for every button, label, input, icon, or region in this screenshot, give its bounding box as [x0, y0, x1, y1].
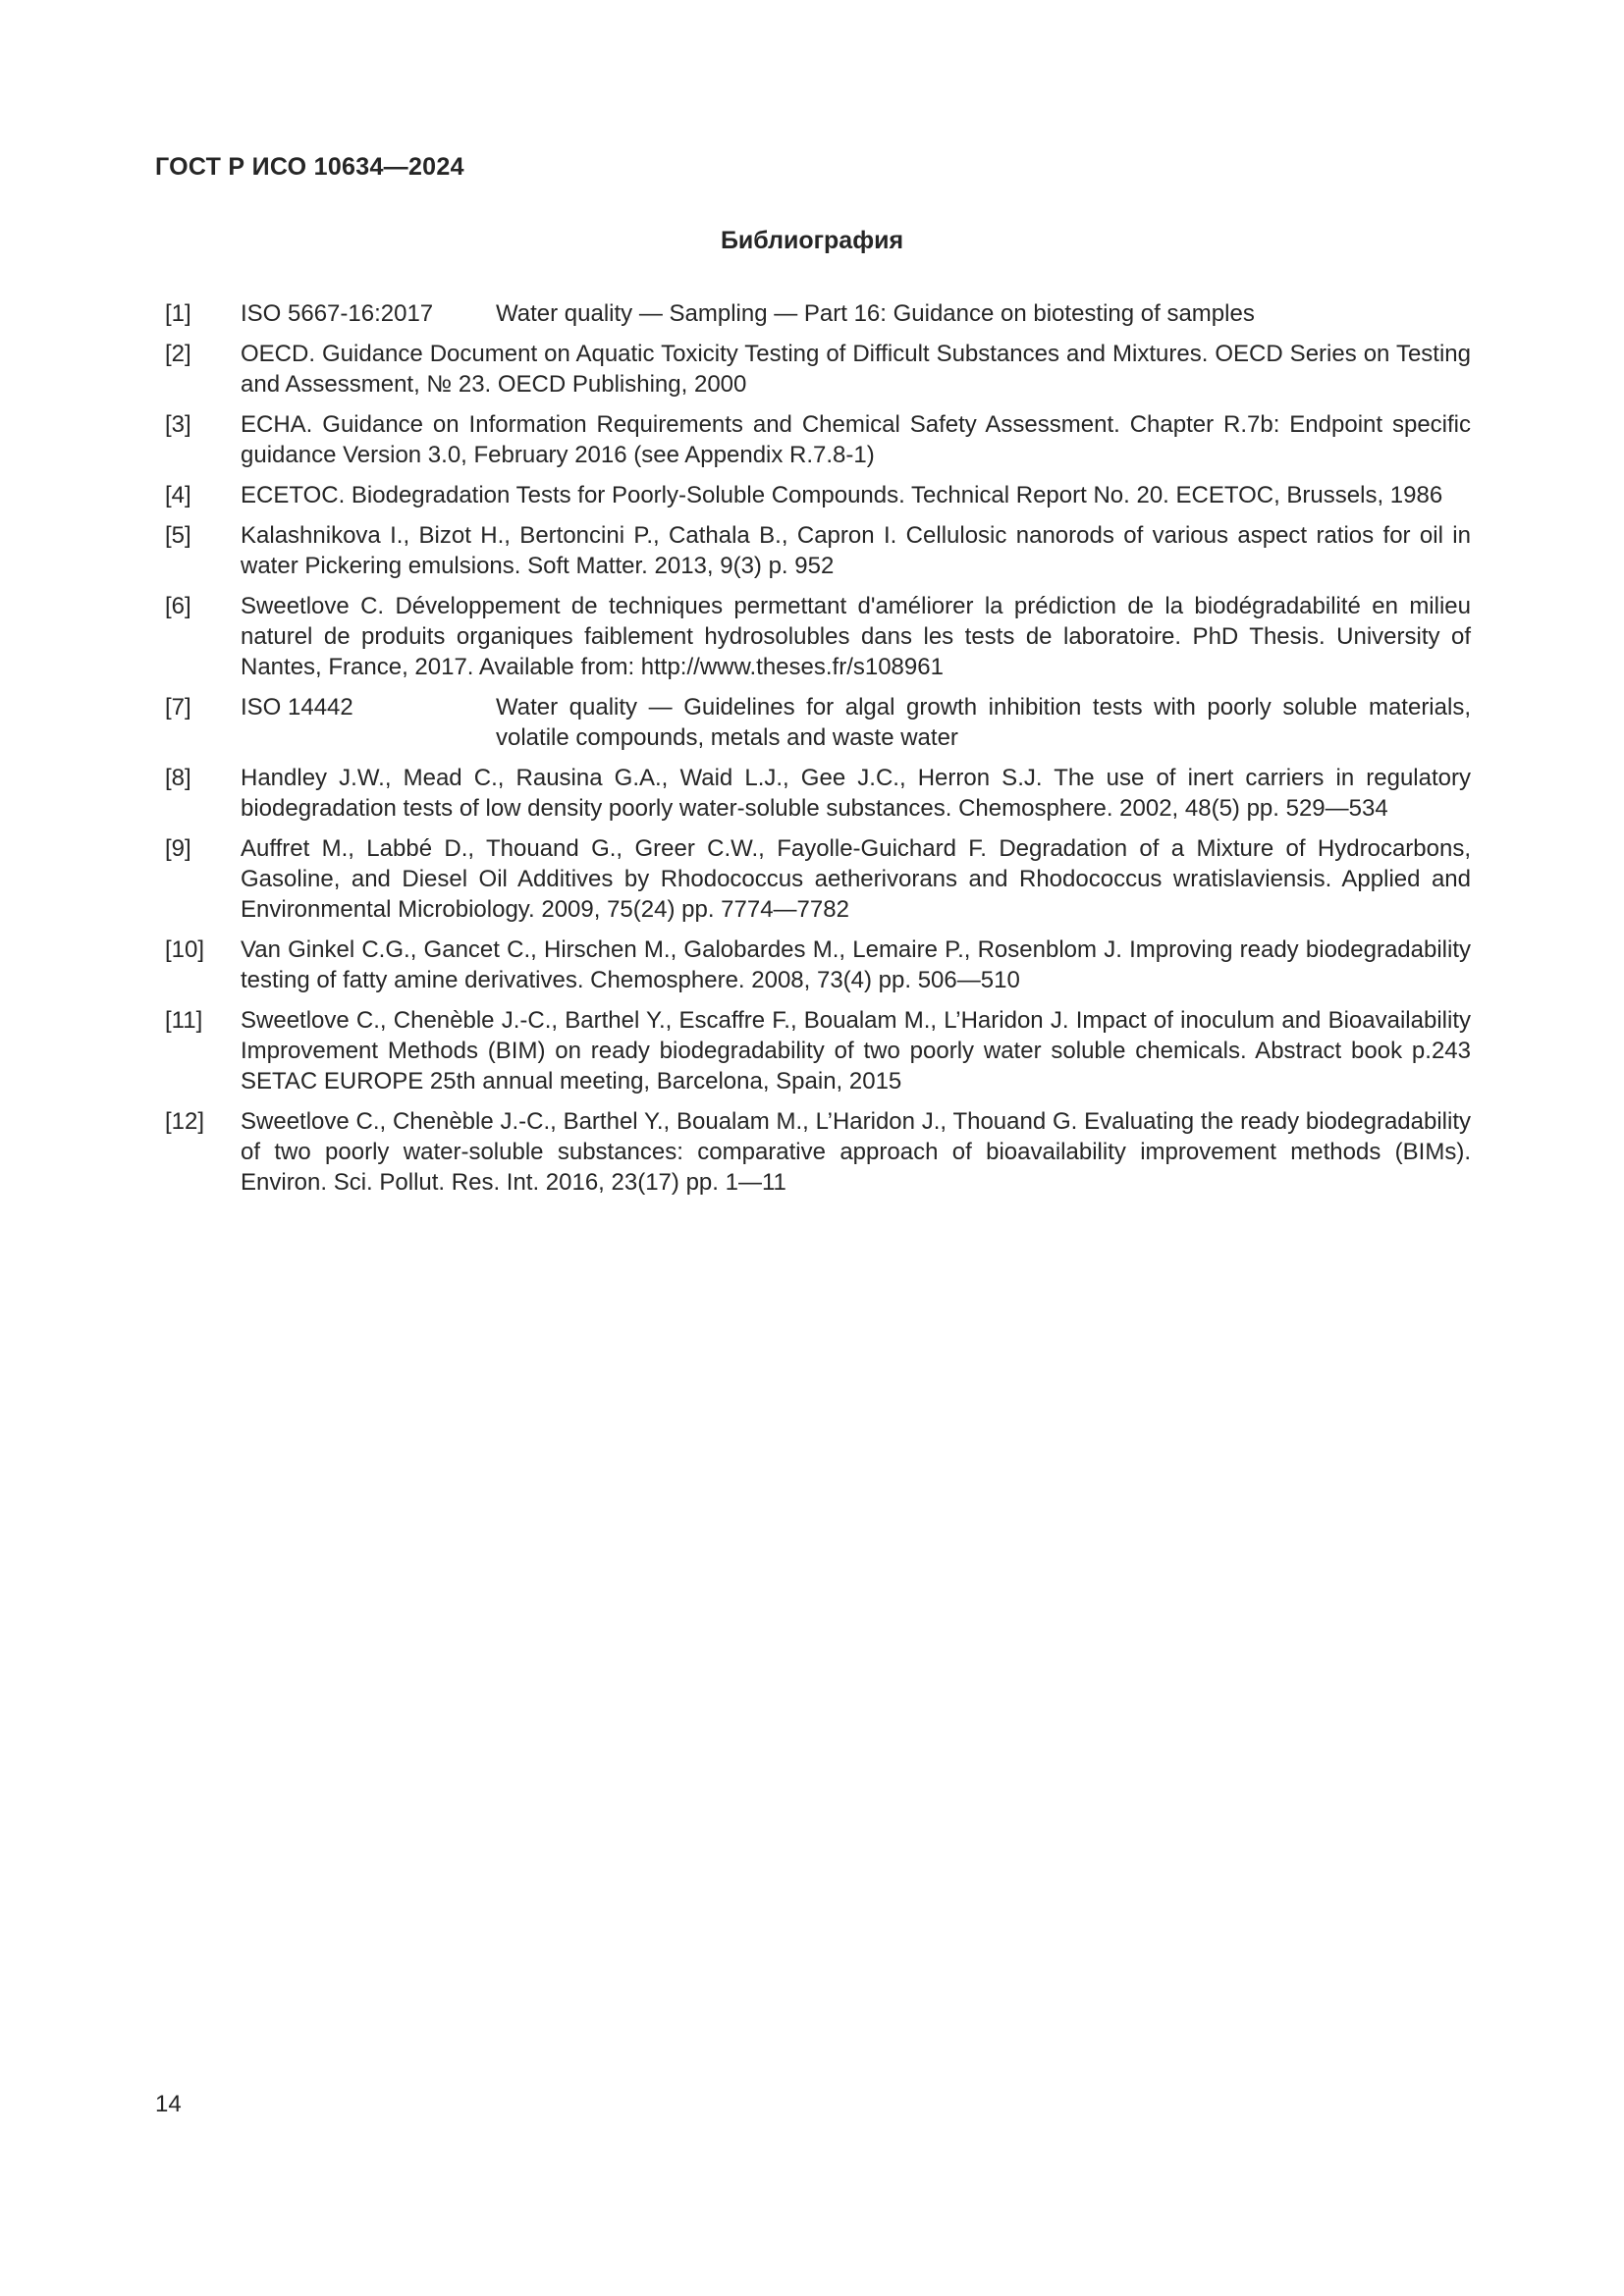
entry-text: ECHA. Guidance on Information Requirements and Chemical Safety Assessment. Chapter R.7b: Endpoint specific guidance Version 3.0, February 2016 (see Appendix R.7.8-1) — [241, 411, 1471, 468]
entry-number: [8] — [165, 765, 191, 791]
bibliography-entry — [165, 339, 1471, 400]
standard-code: ISO 14442 — [241, 694, 353, 721]
entry-number: [12] — [165, 1108, 205, 1135]
entry-number: [5] — [165, 522, 191, 549]
bibliography-entry — [165, 1106, 1471, 1198]
bibliography-list — [165, 298, 1471, 1207]
bibliography-entry — [165, 480, 1471, 510]
entry-text: Handley J.W., Mead C., Rausina G.A., Waid L.J., Gee J.C., Herron S.J. The use of inert carriers in regulatory biodegradation tests of low density poorly water-soluble substances. Chemosphere. 2002, 48(5) pp. 529—534 — [241, 765, 1471, 822]
standard-title: Water quality — Sampling — Part 16: Guidance on biotesting of samples — [496, 300, 1255, 327]
entry-number: [2] — [165, 341, 191, 367]
bibliography-entry — [165, 692, 1471, 753]
entry-text: Kalashnikova I., Bizot H., Bertoncini P., Cathala B., Capron I. Cellulosic nanorods of various aspect ratios for oil in water Pickering emulsions. Soft Matter. 2013, 9(3) p. 952 — [241, 522, 1471, 579]
entry-number: [6] — [165, 593, 191, 619]
entry-text: OECD. Guidance Document on Aquatic Toxicity Testing of Difficult Substances and Mixtures. OECD Series on Testing and Assessment, № 23. OECD Publishing, 2000 — [241, 341, 1471, 398]
document-id-header: ГОСТ Р ИСО 10634—2024 — [155, 153, 464, 181]
entry-number: [11] — [165, 1007, 203, 1034]
bibliography-entry — [165, 409, 1471, 470]
bibliography-entry — [165, 1005, 1471, 1096]
bibliography-entry — [165, 833, 1471, 925]
entry-text: Sweetlove C. Développement de techniques permettant d'améliorer la prédiction de la biodégradabilité en milieu naturel de produits organiques faiblement hydrosolubles dans les tests de laboratoire. PhD Thesis. University of Nantes, France, 2017. Available from: http://www.theses.fr/s108961 — [241, 593, 1471, 680]
entry-number: [7] — [165, 694, 191, 721]
entry-number: [4] — [165, 482, 191, 508]
entry-text: Auffret M., Labbé D., Thouand G., Greer C.W., Fayolle-Guichard F. Degradation of a Mixture of Hydrocarbons, Gasoline, and Diesel Oil Additives by Rhodococcus aetherivorans and Rhodococcus wratislaviensis. Applied and Environmental Microbiology. 2009, 75(24) pp. 7774—7782 — [241, 835, 1471, 923]
standard-code: ISO 5667-16:2017 — [241, 300, 434, 327]
entry-text: Sweetlove C., Chenèble J.-C., Barthel Y., Escaffre F., Boualam M., L’Haridon J. Impact of inoculum and Bioavailability Improvement Methods (BIM) on ready biodegradability of two poorly water soluble chemicals. Abstract book p.243 SETAC EUROPE 25th annual meeting, Barcelona, Spain, 2015 — [241, 1007, 1471, 1095]
entry-number: [1] — [165, 300, 191, 327]
standard-title: Water quality — Guidelines for algal growth inhibition tests with poorly soluble materials, volatile compounds, metals and waste water — [496, 694, 1471, 751]
bibliography-entry — [165, 520, 1471, 581]
entry-text: ECETOC. Biodegradation Tests for Poorly-Soluble Compounds. Technical Report No. 20. ECETOC, Brussels, 1986 — [241, 482, 1443, 508]
entry-text: Van Ginkel C.G., Gancet C., Hirschen M., Galobardes M., Lemaire P., Rosenblom J. Improving ready biodegradability testing of fatty amine derivatives. Chemosphere. 2008, 73(4) pp. 506—510 — [241, 936, 1471, 993]
entry-text: Sweetlove C., Chenèble J.-C., Barthel Y., Boualam M., L’Haridon J., Thouand G. Evaluating the ready biodegradability of two poorly water-soluble substances: comparative approach of bioavailability improvement methods (BIMs). Environ. Sci. Pollut. Res. Int. 2016, 23(17) pp. 1—11 — [241, 1108, 1471, 1196]
entry-number: [10] — [165, 936, 205, 963]
section-title: Библиография — [720, 227, 904, 254]
page-number: 14 — [155, 2091, 182, 2117]
bibliography-entry — [165, 763, 1471, 824]
bibliography-entry — [165, 298, 1471, 329]
entry-number: [3] — [165, 411, 191, 438]
bibliography-entry — [165, 934, 1471, 995]
bibliography-entry — [165, 591, 1471, 682]
entry-number: [9] — [165, 835, 191, 862]
